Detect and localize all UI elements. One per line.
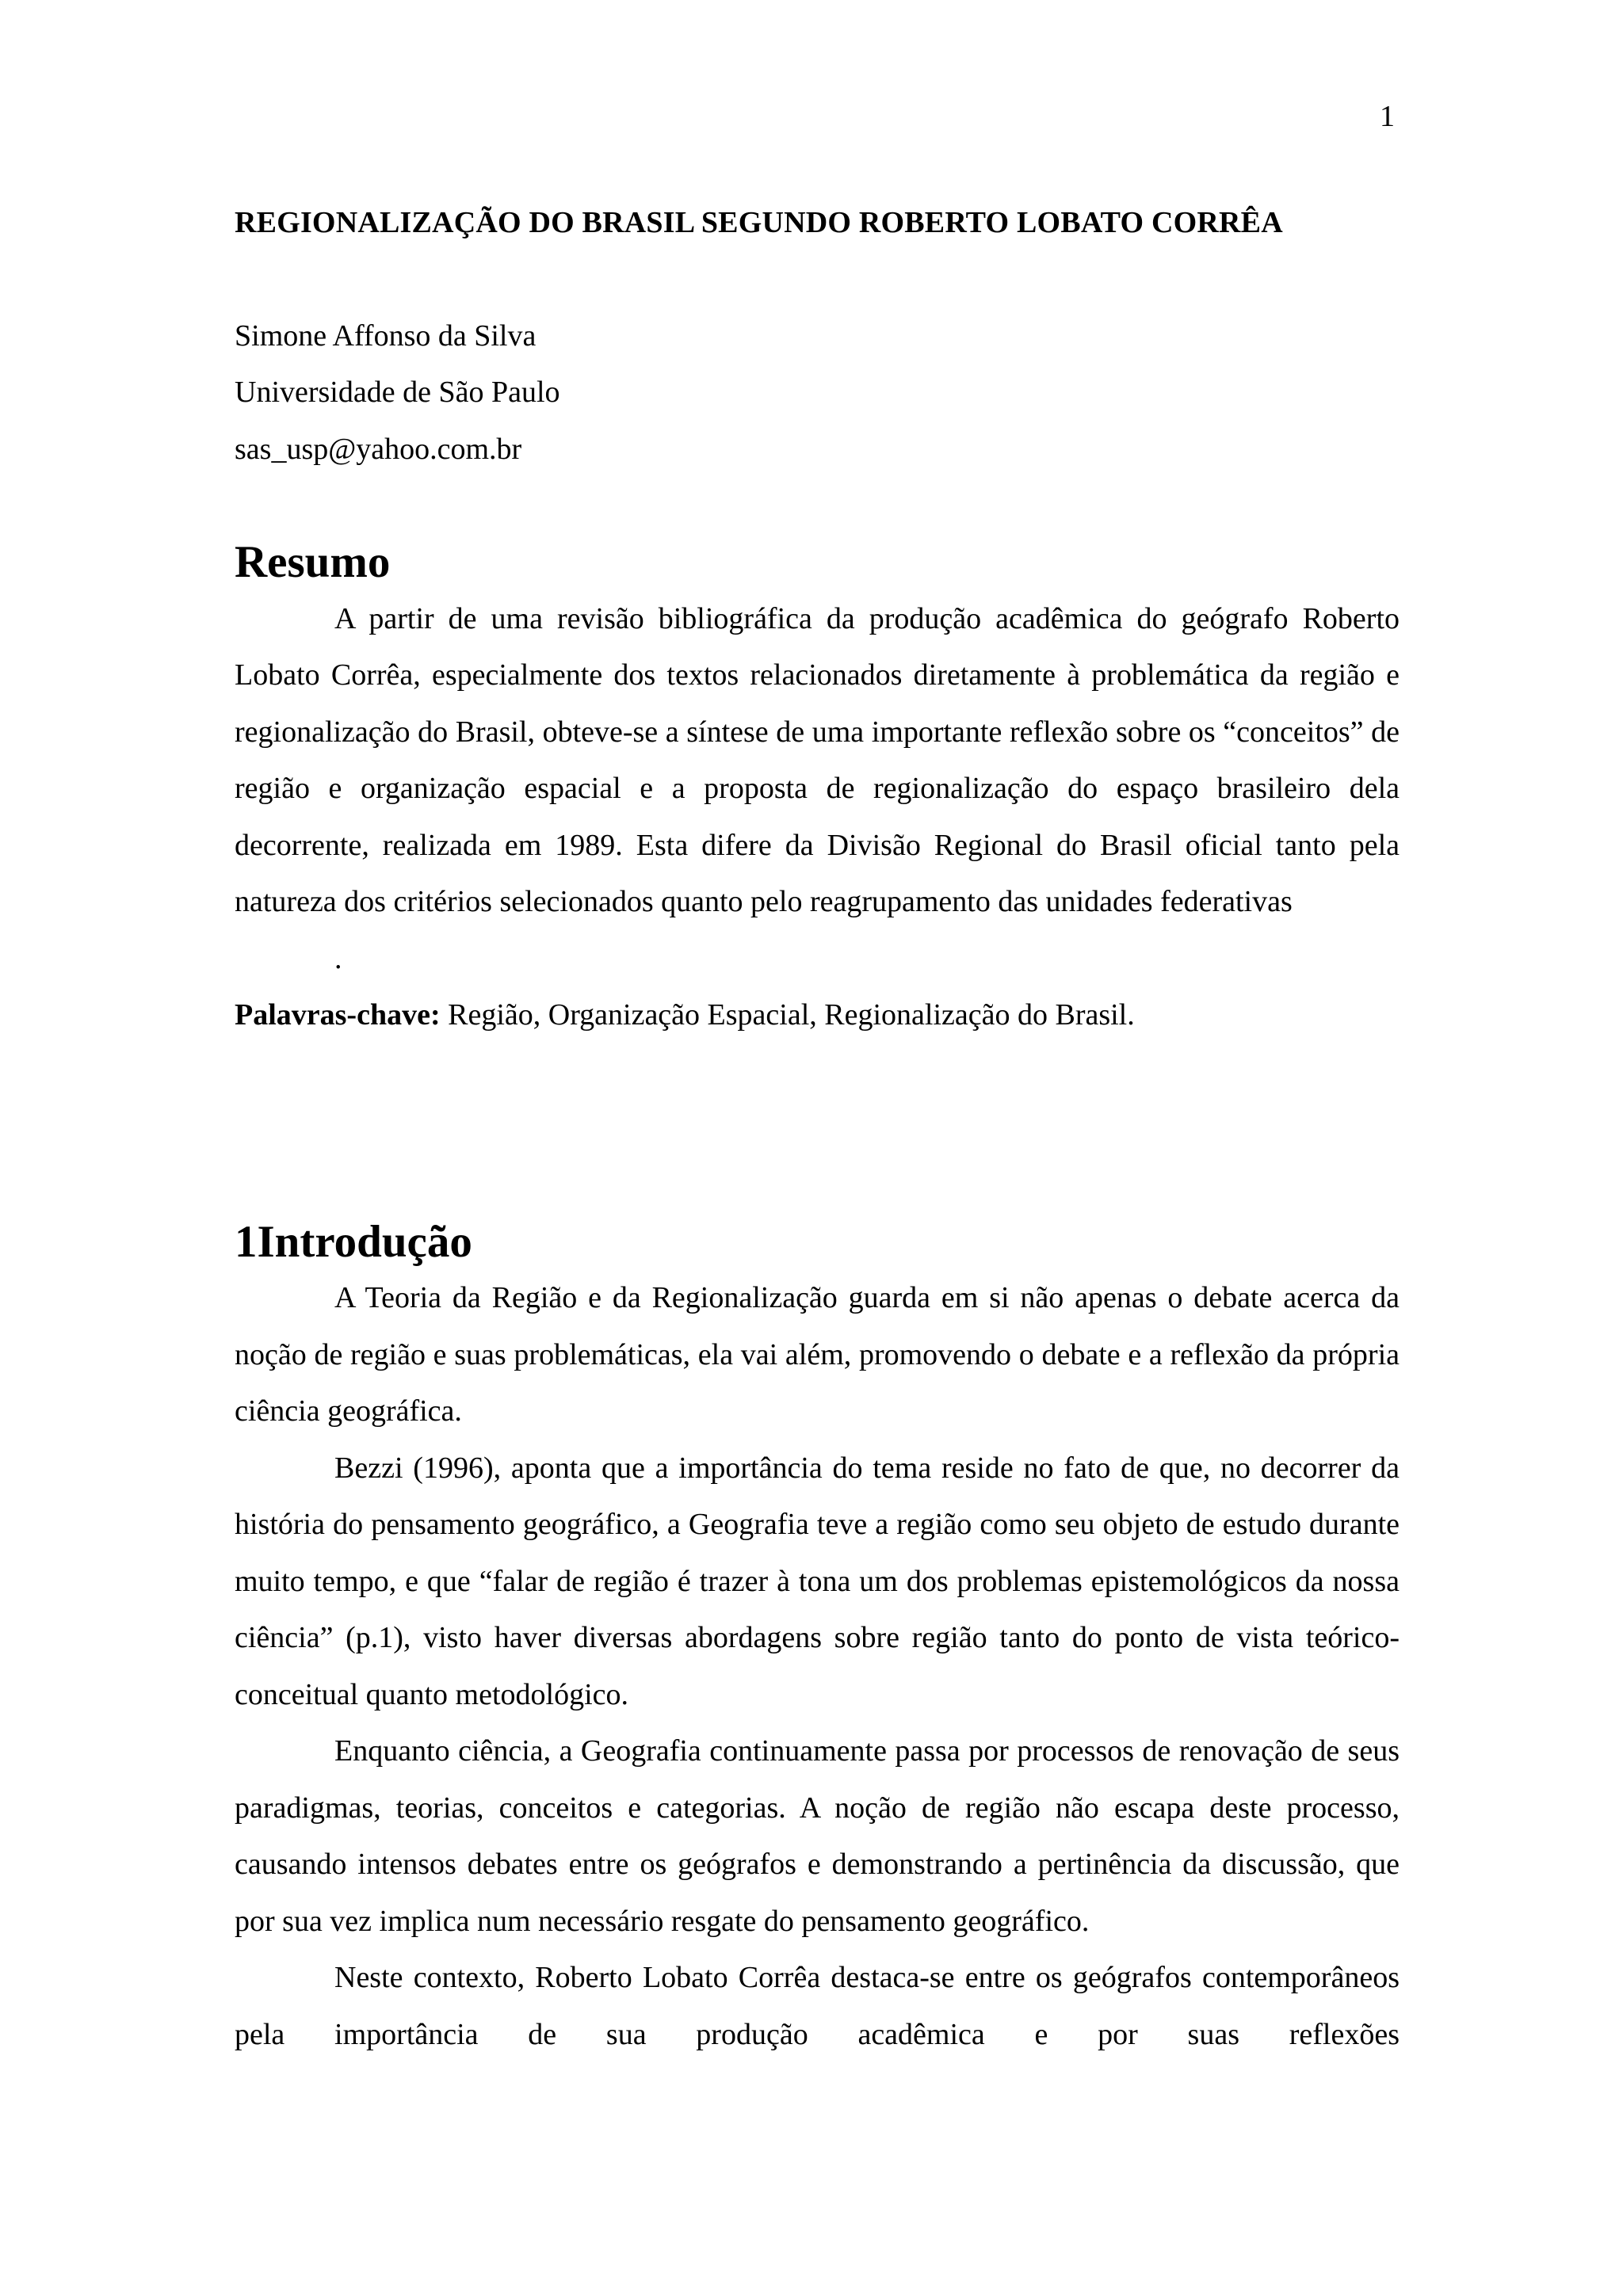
paper-title: REGIONALIZAÇÃO DO BRASIL SEGUNDO ROBERTO LOBATO CORRÊA bbox=[235, 206, 1283, 239]
author-email: sas_usp@yahoo.com.br bbox=[235, 432, 522, 466]
abstract-trailing-dot: . bbox=[334, 941, 342, 975]
keywords-line bbox=[235, 987, 1400, 1044]
intro-paragraph-4: Neste contexto, Roberto Lobato Corrêa destaca-se entre os geógrafos contemporâneos pela importância de sua produção acadêmica e por suas reflexões bbox=[235, 1961, 1400, 2051]
abstract-text: A partir de uma revisão bibliográfica da produção acadêmica do geógrafo Roberto Lobato Corrêa, especialmente dos textos relacionados diretamente à problemática da região e regionalização do Brasil, obteve-se a síntese de uma importante reflexão sobre os “conceitos” de região e organização espacial e a proposta de regionalização do espaço brasileiro dela decorrente, realizada em 1989. Esta difere da Divisão Regional do Brasil oficial tanto pela natureza dos critérios selecionados quanto pelo reagrupamento das unidades federativas bbox=[235, 601, 1400, 918]
author-institution: Universidade de São Paulo bbox=[235, 376, 560, 409]
intro-paragraph-2: Bezzi (1996), aponta que a importância do tema reside no fato de que, no decorrer da história do pensamento geográfico, a Geografia teve a região como seu objeto de estudo durante muito tempo, e que “falar de região é trazer à tona um dos problemas epistemológicos da nossa ciência” (p.1), visto haver diversas abordagens sobre região tanto do ponto de vista teórico-conceitual quanto metodológico. bbox=[235, 1451, 1400, 1711]
page-content bbox=[235, 195, 1400, 2063]
intro-paragraph-3: Enquanto ciência, a Geografia continuamente passa por processos de renovação de seus paradigmas, teorias, conceitos e categorias. A noção de região não escapa deste processo, causando intensos debates entre os geógrafos e demonstrando a pertinência da discussão, que por sua vez implica num necessário resgate do pensamento geográfico. bbox=[235, 1734, 1400, 1938]
author-block bbox=[235, 308, 1400, 479]
keywords-label: Palavras-chave: bbox=[235, 998, 441, 1032]
page-number: 1 bbox=[1380, 100, 1395, 133]
keywords-text: Região, Organização Espacial, Regionalização do Brasil. bbox=[440, 998, 1135, 1032]
abstract-heading: Resumo bbox=[235, 537, 391, 587]
introduction-heading: 1Introdução bbox=[235, 1216, 472, 1267]
intro-paragraph-1: A Teoria da Região e da Regionalização guarda em si não apenas o debate acerca da noção de região e suas problemáticas, ela vai além, promovendo o debate e a reflexão da própria ciência geográfica. bbox=[235, 1281, 1400, 1428]
author-name: Simone Affonso da Silva bbox=[235, 318, 537, 353]
